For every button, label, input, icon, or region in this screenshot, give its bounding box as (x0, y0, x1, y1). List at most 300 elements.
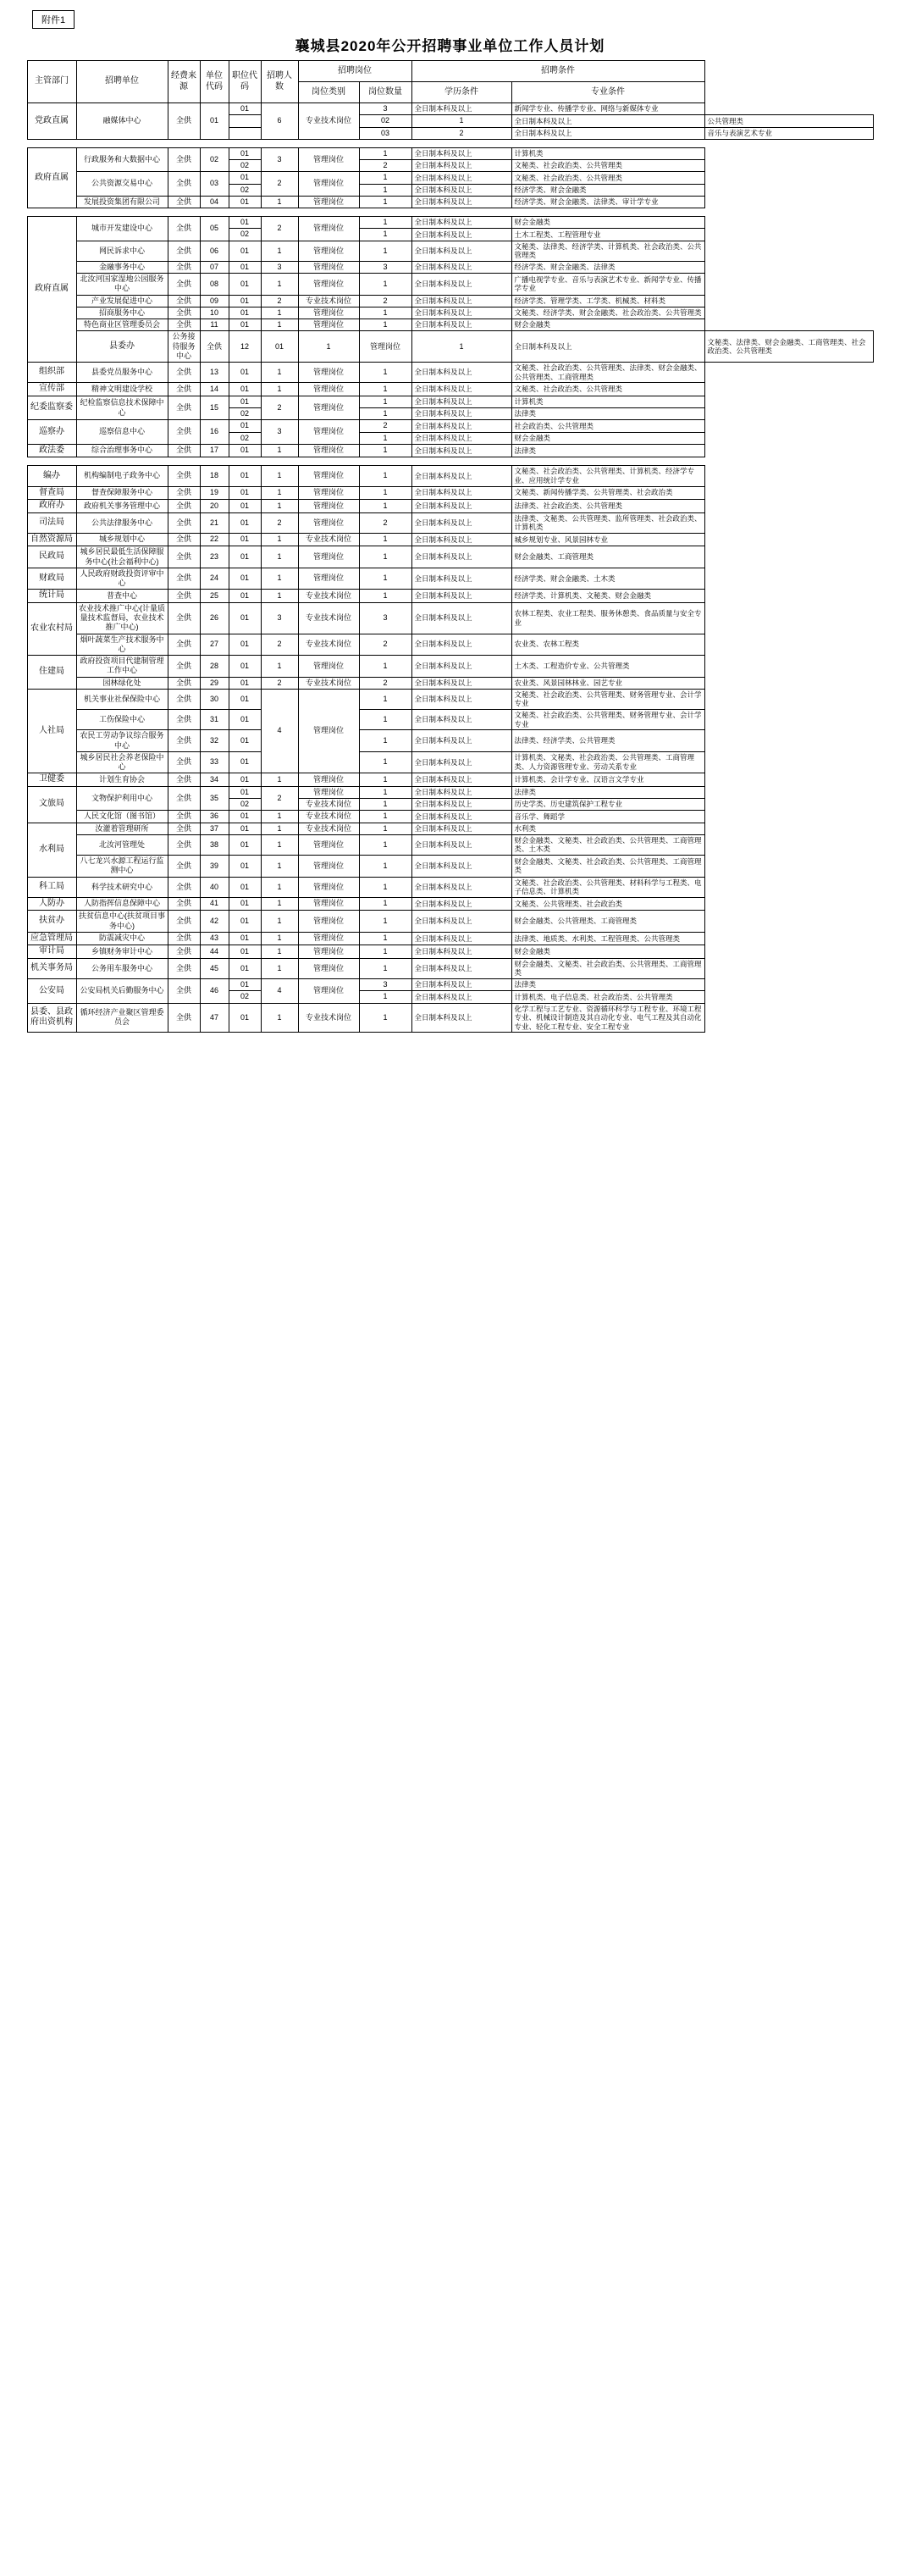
cell-count: 2 (261, 295, 298, 307)
cell-num: 1 (359, 546, 411, 568)
cell-major: 财会金融类 (511, 945, 704, 959)
cell-major: 财会金融类、公共管理类、工商管理类 (511, 911, 704, 933)
cell-num: 1 (359, 834, 411, 855)
cell-fee: 全供 (168, 319, 200, 331)
table-row (27, 656, 873, 678)
cell-count: 3 (261, 602, 298, 634)
cell-major: 文秘类、社会政治类、公共管理类、财务管理专业、会计学专业 (511, 710, 704, 730)
cell-count: 3 (261, 147, 298, 172)
cell-unit: 乡镇财务审计中心 (76, 945, 168, 959)
cell-unit_code: 13 (200, 363, 229, 383)
cell-unit_code: 32 (200, 730, 229, 752)
cell-unit_code: 40 (200, 877, 229, 897)
cell-major: 计算机类 (511, 396, 704, 407)
table-row (27, 730, 873, 752)
cell-major: 化学工程与工艺专业、资源循环科学与工程专业、环境工程专业、机械设计制造及其自动化专业、电气工程及其自动化专业、轻化工程专业、安全工程专业 (511, 1003, 704, 1033)
th-major: 专业条件 (511, 82, 704, 103)
cell-unit: 科学技术研究中心 (76, 877, 168, 897)
cell-type: 管理岗位 (298, 773, 359, 787)
cell-fee: 全供 (168, 420, 200, 445)
cell-post: 01 (229, 466, 261, 486)
cell-fee: 全供 (168, 103, 200, 140)
cell-edu: 全日制本科及以上 (411, 877, 511, 897)
cell-unit_code: 05 (200, 217, 229, 241)
cell-fee: 全供 (168, 512, 200, 533)
cell-count: 2 (261, 172, 298, 197)
cell-dept: 卫健委 (27, 773, 76, 787)
cell-unit_code: 16 (200, 420, 229, 445)
cell-post: 01 (229, 103, 261, 115)
cell-unit_code: 47 (200, 1003, 229, 1033)
table-row (27, 958, 873, 978)
th-edu: 学历条件 (411, 82, 511, 103)
cell-post: 01 (229, 979, 261, 991)
table-row (27, 274, 873, 296)
cell-num: 1 (359, 172, 411, 184)
cell-unit: 城乡居民最低生活保障服务中心(社会福利中心) (76, 546, 168, 568)
table-row (27, 241, 873, 261)
group-spacer (27, 208, 873, 217)
cell-major: 法律类 (511, 444, 704, 457)
cell-major: 经济学类、财会金融类、土木类 (511, 568, 704, 590)
cell-dept: 科工局 (27, 877, 76, 897)
cell-post: 02 (229, 799, 261, 811)
cell-unit: 城乡居民社会养老保险中心 (76, 751, 168, 773)
cell-post: 01 (229, 677, 261, 689)
table-row (27, 897, 873, 911)
cell-unit_code (229, 127, 261, 139)
cell-post: 01 (229, 897, 261, 911)
cell-count: 2 (261, 786, 298, 811)
cell-post: 02 (229, 432, 261, 444)
cell-edu: 全日制本科及以上 (411, 751, 511, 773)
cell-edu: 全日制本科及以上 (411, 103, 511, 115)
cell-dept: 农业农村局 (27, 602, 76, 655)
cell-type: 管理岗位 (298, 911, 359, 933)
cell-dept: 纪委监察委 (27, 396, 76, 420)
cell-num: 1 (359, 363, 411, 383)
cell-post: 01 (229, 568, 261, 590)
table-row (27, 1003, 873, 1033)
cell-count: 1 (261, 363, 298, 383)
cell-unit_code: 33 (200, 751, 229, 773)
cell-fee: 全供 (168, 444, 200, 457)
cell-major: 法律类 (511, 786, 704, 798)
cell-unit: 网民诉求中心 (76, 241, 168, 261)
cell-fee: 全供 (168, 979, 200, 1004)
cell-num: 1 (359, 533, 411, 546)
cell-count: 1 (261, 500, 298, 513)
cell-dept: 审计局 (27, 945, 76, 959)
cell-dept: 县委办 (76, 331, 168, 363)
cell-post: 01 (229, 730, 261, 752)
cell-type: 管理岗位 (298, 979, 359, 1004)
cell-post: 01 (229, 420, 261, 432)
cell-post: 01 (229, 811, 261, 823)
cell-fee: 全供 (168, 172, 200, 197)
cell-major: 财会金融类、文秘类、社会政治类、公共管理类、工商管理类 (511, 958, 704, 978)
cell-unit: 机构编制电子政务中心 (76, 466, 168, 486)
table-body (27, 103, 873, 1033)
table-row (27, 466, 873, 486)
cell-unit_code: 34 (200, 773, 229, 787)
cell-unit_code: 28 (200, 656, 229, 678)
cell-num: 1 (359, 751, 411, 773)
cell-count: 1 (261, 932, 298, 945)
table-row (27, 172, 873, 184)
th-post-num: 岗位数量 (359, 82, 411, 103)
table-row (27, 689, 873, 709)
cell-dept: 民政局 (27, 546, 76, 568)
cell-type: 管理岗位 (298, 500, 359, 513)
cell-fee: 全供 (168, 945, 200, 959)
cell-edu: 全日制本科及以上 (411, 500, 511, 513)
cell-post: 01 (229, 945, 261, 959)
cell-edu: 全日制本科及以上 (411, 432, 511, 444)
cell-post: 01 (229, 856, 261, 878)
cell-major: 法律类、经济学类、公共管理类 (511, 730, 704, 752)
cell-unit_code: 41 (200, 897, 229, 911)
cell-type: 专业技术岗位 (298, 634, 359, 656)
cell-edu: 全日制本科及以上 (411, 689, 511, 709)
cell-major: 新闻学专业、传播学专业、网络与新媒体专业 (511, 103, 704, 115)
cell-count: 1 (261, 486, 298, 500)
cell-num: 1 (359, 786, 411, 798)
cell-count: 1 (261, 958, 298, 978)
cell-post: 01 (229, 383, 261, 396)
cell-edu: 全日制本科及以上 (411, 172, 511, 184)
cell-num: 1 (359, 307, 411, 319)
cell-unit: 公务接待服务中心 (168, 331, 200, 363)
cell-major: 计算机类、会计学专业、汉语言文学专业 (511, 773, 704, 787)
cell-num: 1 (359, 773, 411, 787)
cell-num: 1 (359, 383, 411, 396)
cell-major: 水利类 (511, 823, 704, 834)
cell-count: 2 (261, 396, 298, 420)
cell-num: 1 (359, 856, 411, 878)
cell-edu: 全日制本科及以上 (411, 856, 511, 878)
cell-fee: 全供 (168, 396, 200, 420)
cell-unit: 农民工劳动争议综合服务中心 (76, 730, 168, 752)
cell-post: 01 (229, 932, 261, 945)
cell-fee: 全供 (168, 307, 200, 319)
cell-unit: 园林绿化处 (76, 677, 168, 689)
cell-dept: 住建局 (27, 656, 76, 690)
cell-num: 1 (359, 147, 411, 159)
cell-dept: 应急管理局 (27, 932, 76, 945)
cell-post: 02 (229, 229, 261, 241)
table-row (27, 383, 873, 396)
cell-major: 农林工程类、农业工程类、服务休憩类、食品质量与安全专业 (511, 602, 704, 634)
cell-count: 6 (261, 103, 298, 140)
cell-unit_code: 18 (200, 466, 229, 486)
cell-edu: 全日制本科及以上 (411, 799, 511, 811)
cell-edu: 全日制本科及以上 (411, 834, 511, 855)
cell-major: 公共管理类 (704, 115, 873, 127)
cell-post: 01 (229, 512, 261, 533)
cell-edu: 全日制本科及以上 (511, 127, 704, 139)
cell-count: 1 (261, 241, 298, 261)
cell-unit_code: 42 (200, 911, 229, 933)
cell-type: 管理岗位 (298, 546, 359, 568)
cell-num: 1 (359, 396, 411, 407)
table-row (27, 396, 873, 407)
page-title: 襄城县2020年公开招聘事业单位工作人员计划 (295, 38, 605, 54)
cell-fee: 全供 (168, 823, 200, 834)
cell-post: 01 (229, 590, 261, 603)
th-unit: 招聘单位 (76, 61, 168, 103)
cell-count: 1 (261, 307, 298, 319)
cell-unit: 综合治理事务中心 (76, 444, 168, 457)
cell-post: 01 (229, 217, 261, 229)
cell-unit_code: 06 (200, 241, 229, 261)
cell-unit_code: 17 (200, 444, 229, 457)
cell-major: 音乐与表演艺术专业 (704, 127, 873, 139)
cell-major: 社会政治类、公共管理类 (511, 420, 704, 432)
table-row (27, 773, 873, 787)
cell-fee: 全供 (168, 546, 200, 568)
cell-dept: 党政直属 (27, 103, 76, 140)
cell-unit: 城市开发建设中心 (76, 217, 168, 241)
cell-major: 音乐学、舞蹈学 (511, 811, 704, 823)
cell-count: 1 (261, 834, 298, 855)
th-dept: 主管部门 (27, 61, 76, 103)
cell-post: 01 (229, 241, 261, 261)
th-fee: 经费来源 (168, 61, 200, 103)
cell-count: 4 (261, 689, 298, 773)
table-row (27, 751, 873, 773)
cell-num: 1 (359, 444, 411, 457)
cell-post: 02 (229, 184, 261, 196)
cell-unit: 城乡规划中心 (76, 533, 168, 546)
cell-edu: 全日制本科及以上 (411, 196, 511, 208)
cell-edu: 全日制本科及以上 (411, 911, 511, 933)
cell-major: 计算机类 (511, 147, 704, 159)
cell-fee: 全供 (168, 1003, 200, 1033)
cell-post: 01 (229, 602, 261, 634)
cell-edu: 全日制本科及以上 (411, 897, 511, 911)
spacer-cell (27, 139, 704, 147)
cell-unit_code: 37 (200, 823, 229, 834)
cell-post: 01 (229, 634, 261, 656)
cell-fee: 全供 (168, 295, 200, 307)
cell-post: 01 (229, 911, 261, 933)
table-row (27, 217, 873, 229)
cell-count: 1 (261, 546, 298, 568)
cell-num: 1 (359, 466, 411, 486)
cell-edu: 全日制本科及以上 (411, 241, 511, 261)
cell-major: 经济学类、计算机类、文秘类、财会金融类 (511, 590, 704, 603)
cell-num: 2 (359, 160, 411, 172)
cell-unit_code: 04 (200, 196, 229, 208)
cell-type: 管理岗位 (298, 466, 359, 486)
cell-major: 法律类、地质类、水利类、工程管理类、公共管理类 (511, 932, 704, 945)
cell-num: 1 (359, 500, 411, 513)
cell-unit: 人防指挥信息保障中心 (76, 897, 168, 911)
cell-edu: 全日制本科及以上 (411, 932, 511, 945)
cell-major: 经济学类、财会金融类、法律类、审计学专业 (511, 196, 704, 208)
cell-edu: 全日制本科及以上 (411, 811, 511, 823)
cell-num: 2 (411, 127, 511, 139)
table-row (27, 590, 873, 603)
cell-unit: 行政服务和大数据中心 (76, 147, 168, 172)
cell-unit: 扶贫信息中心(扶贫项目事务中心) (76, 911, 168, 933)
cell-dept: 财政局 (27, 568, 76, 590)
cell-unit_code: 38 (200, 834, 229, 855)
cell-post: 02 (229, 408, 261, 420)
cell-edu: 全日制本科及以上 (411, 466, 511, 486)
cell-post: 01 (229, 546, 261, 568)
cell-fee: 全供 (168, 773, 200, 787)
th-post-type: 岗位类别 (298, 82, 359, 103)
cell-major: 计算机类、电子信息类、社会政治类、公共管理类 (511, 991, 704, 1003)
cell-count: 1 (261, 897, 298, 911)
cell-edu: 全日制本科及以上 (411, 307, 511, 319)
cell-num: 2 (359, 512, 411, 533)
cell-fee: 全供 (168, 590, 200, 603)
cell-unit: 计划生育协会 (76, 773, 168, 787)
cell-num: 1 (359, 1003, 411, 1033)
cell-fee: 全供 (168, 786, 200, 811)
cell-unit: 政府投资项目代建制管理工作中心 (76, 656, 168, 678)
cell-unit: 发展投资集团有限公司 (76, 196, 168, 208)
th-post-group: 招聘岗位 (298, 61, 411, 82)
cell-dept: 政府直属 (27, 147, 76, 208)
cell-edu: 全日制本科及以上 (411, 958, 511, 978)
cell-fee: 全供 (168, 261, 200, 273)
cell-unit: 县委党员服务中心 (76, 363, 168, 383)
cell-type: 管理岗位 (298, 196, 359, 208)
cell-edu: 全日制本科及以上 (411, 319, 511, 331)
cell-post: 01 (229, 710, 261, 730)
cell-post: 01 (229, 500, 261, 513)
cell-post: 01 (229, 396, 261, 407)
cell-unit_code: 35 (200, 786, 229, 811)
table-row (27, 512, 873, 533)
cell-fee: 全供 (168, 634, 200, 656)
cell-type: 管理岗位 (298, 172, 359, 197)
cell-type: 管理岗位 (298, 396, 359, 420)
cell-type: 管理岗位 (298, 786, 359, 798)
table-row (27, 444, 873, 457)
cell-unit: 公共资源交易中心 (76, 172, 168, 197)
cell-post: 01 (229, 958, 261, 978)
cell-unit: 融媒体中心 (76, 103, 168, 140)
cell-dept: 统计局 (27, 590, 76, 603)
cell-major: 经济学类、财会金融类、法律类 (511, 261, 704, 273)
cell-edu: 全日制本科及以上 (411, 147, 511, 159)
cell-count: 2 (261, 217, 298, 241)
cell-num: 1 (411, 331, 511, 363)
cell-major: 法律类、社会政治类、公共管理类 (511, 500, 704, 513)
cell-major: 法律类 (511, 408, 704, 420)
cell-dept: 人社局 (27, 689, 76, 773)
cell-type: 管理岗位 (359, 331, 411, 363)
cell-edu: 全日制本科及以上 (411, 979, 511, 991)
cell-count: 1 (261, 274, 298, 296)
cell-num: 1 (359, 184, 411, 196)
cell-major: 经济学类、财会金融类 (511, 184, 704, 196)
cell-num: 1 (359, 911, 411, 933)
cell-count: 1 (261, 590, 298, 603)
cell-num: 1 (359, 897, 411, 911)
cell-fee: 全供 (168, 568, 200, 590)
cell-unit: 金融事务中心 (76, 261, 168, 273)
cell-type: 管理岗位 (298, 241, 359, 261)
table-row (27, 307, 873, 319)
cell-dept: 巡察办 (27, 420, 76, 445)
cell-unit: 北汝河管理处 (76, 834, 168, 855)
cell-fee: 全供 (168, 486, 200, 500)
cell-major: 历史学类、历史建筑保护工程专业 (511, 799, 704, 811)
cell-fee: 全供 (168, 710, 200, 730)
cell-count: 1 (261, 856, 298, 878)
cell-unit_code: 22 (200, 533, 229, 546)
cell-type: 管理岗位 (298, 958, 359, 978)
table-row (27, 196, 873, 208)
cell-major: 文秘类、社会政治类、公共管理类、财务管理专业、会计学专业 (511, 689, 704, 709)
cell-major: 法律类 (511, 979, 704, 991)
cell-post: 01 (229, 834, 261, 855)
cell-type: 管理岗位 (298, 689, 359, 773)
cell-post: 01 (229, 295, 261, 307)
cell-major: 文秘类、社会政治类、公共管理类、计算机类、经济学专业、应用统计学专业 (511, 466, 704, 486)
cell-unit_code: 46 (200, 979, 229, 1004)
cell-count: 1 (261, 945, 298, 959)
cell-major: 文秘类、社会政治类、公共管理类、材料科学与工程类、电子信息类、计算机类 (511, 877, 704, 897)
cell-num: 1 (359, 932, 411, 945)
table-row (27, 834, 873, 855)
cell-unit_code: 31 (200, 710, 229, 730)
cell-fee: 全供 (168, 656, 200, 678)
cell-fee: 全供 (168, 602, 200, 634)
cell-edu: 全日制本科及以上 (411, 1003, 511, 1033)
cell-unit: 招商服务中心 (76, 307, 168, 319)
cell-num: 1 (359, 730, 411, 752)
cell-count: 1 (261, 466, 298, 486)
cell-type: 专业技术岗位 (298, 103, 359, 140)
cell-major: 经济学类、管理学类、工学类、机械类、材料类 (511, 295, 704, 307)
table-row (27, 602, 873, 634)
cell-major: 文秘类、公共管理类、社会政治类 (511, 897, 704, 911)
cell-fee: 全供 (168, 877, 200, 897)
cell-dept: 机关事务局 (27, 958, 76, 978)
cell-count: 2 (261, 512, 298, 533)
cell-unit: 人民文化馆（图书馆） (76, 811, 168, 823)
cell-unit_code: 03 (200, 172, 229, 197)
cell-fee: 全供 (168, 811, 200, 823)
table-row (27, 677, 873, 689)
cell-count: 1 (298, 331, 359, 363)
cell-edu: 全日制本科及以上 (411, 568, 511, 590)
cell-num: 1 (359, 319, 411, 331)
cell-edu: 全日制本科及以上 (411, 602, 511, 634)
cell-num: 2 (359, 677, 411, 689)
cell-dept: 宣传部 (27, 383, 76, 396)
cell-unit_code: 20 (200, 500, 229, 513)
cell-num: 1 (359, 432, 411, 444)
cell-num: 1 (359, 241, 411, 261)
cell-type: 管理岗位 (298, 568, 359, 590)
cell-fee: 全供 (168, 363, 200, 383)
cell-type: 专业技术岗位 (298, 295, 359, 307)
cell-unit: 公安局机关后勤服务中心 (76, 979, 168, 1004)
cell-post: 01 (229, 319, 261, 331)
cell-unit: 循环经济产业聚区管理委员会 (76, 1003, 168, 1033)
cell-unit_code: 11 (200, 319, 229, 331)
cell-post: 01 (229, 274, 261, 296)
cell-dept: 县委、县政府出资机构 (27, 1003, 76, 1033)
